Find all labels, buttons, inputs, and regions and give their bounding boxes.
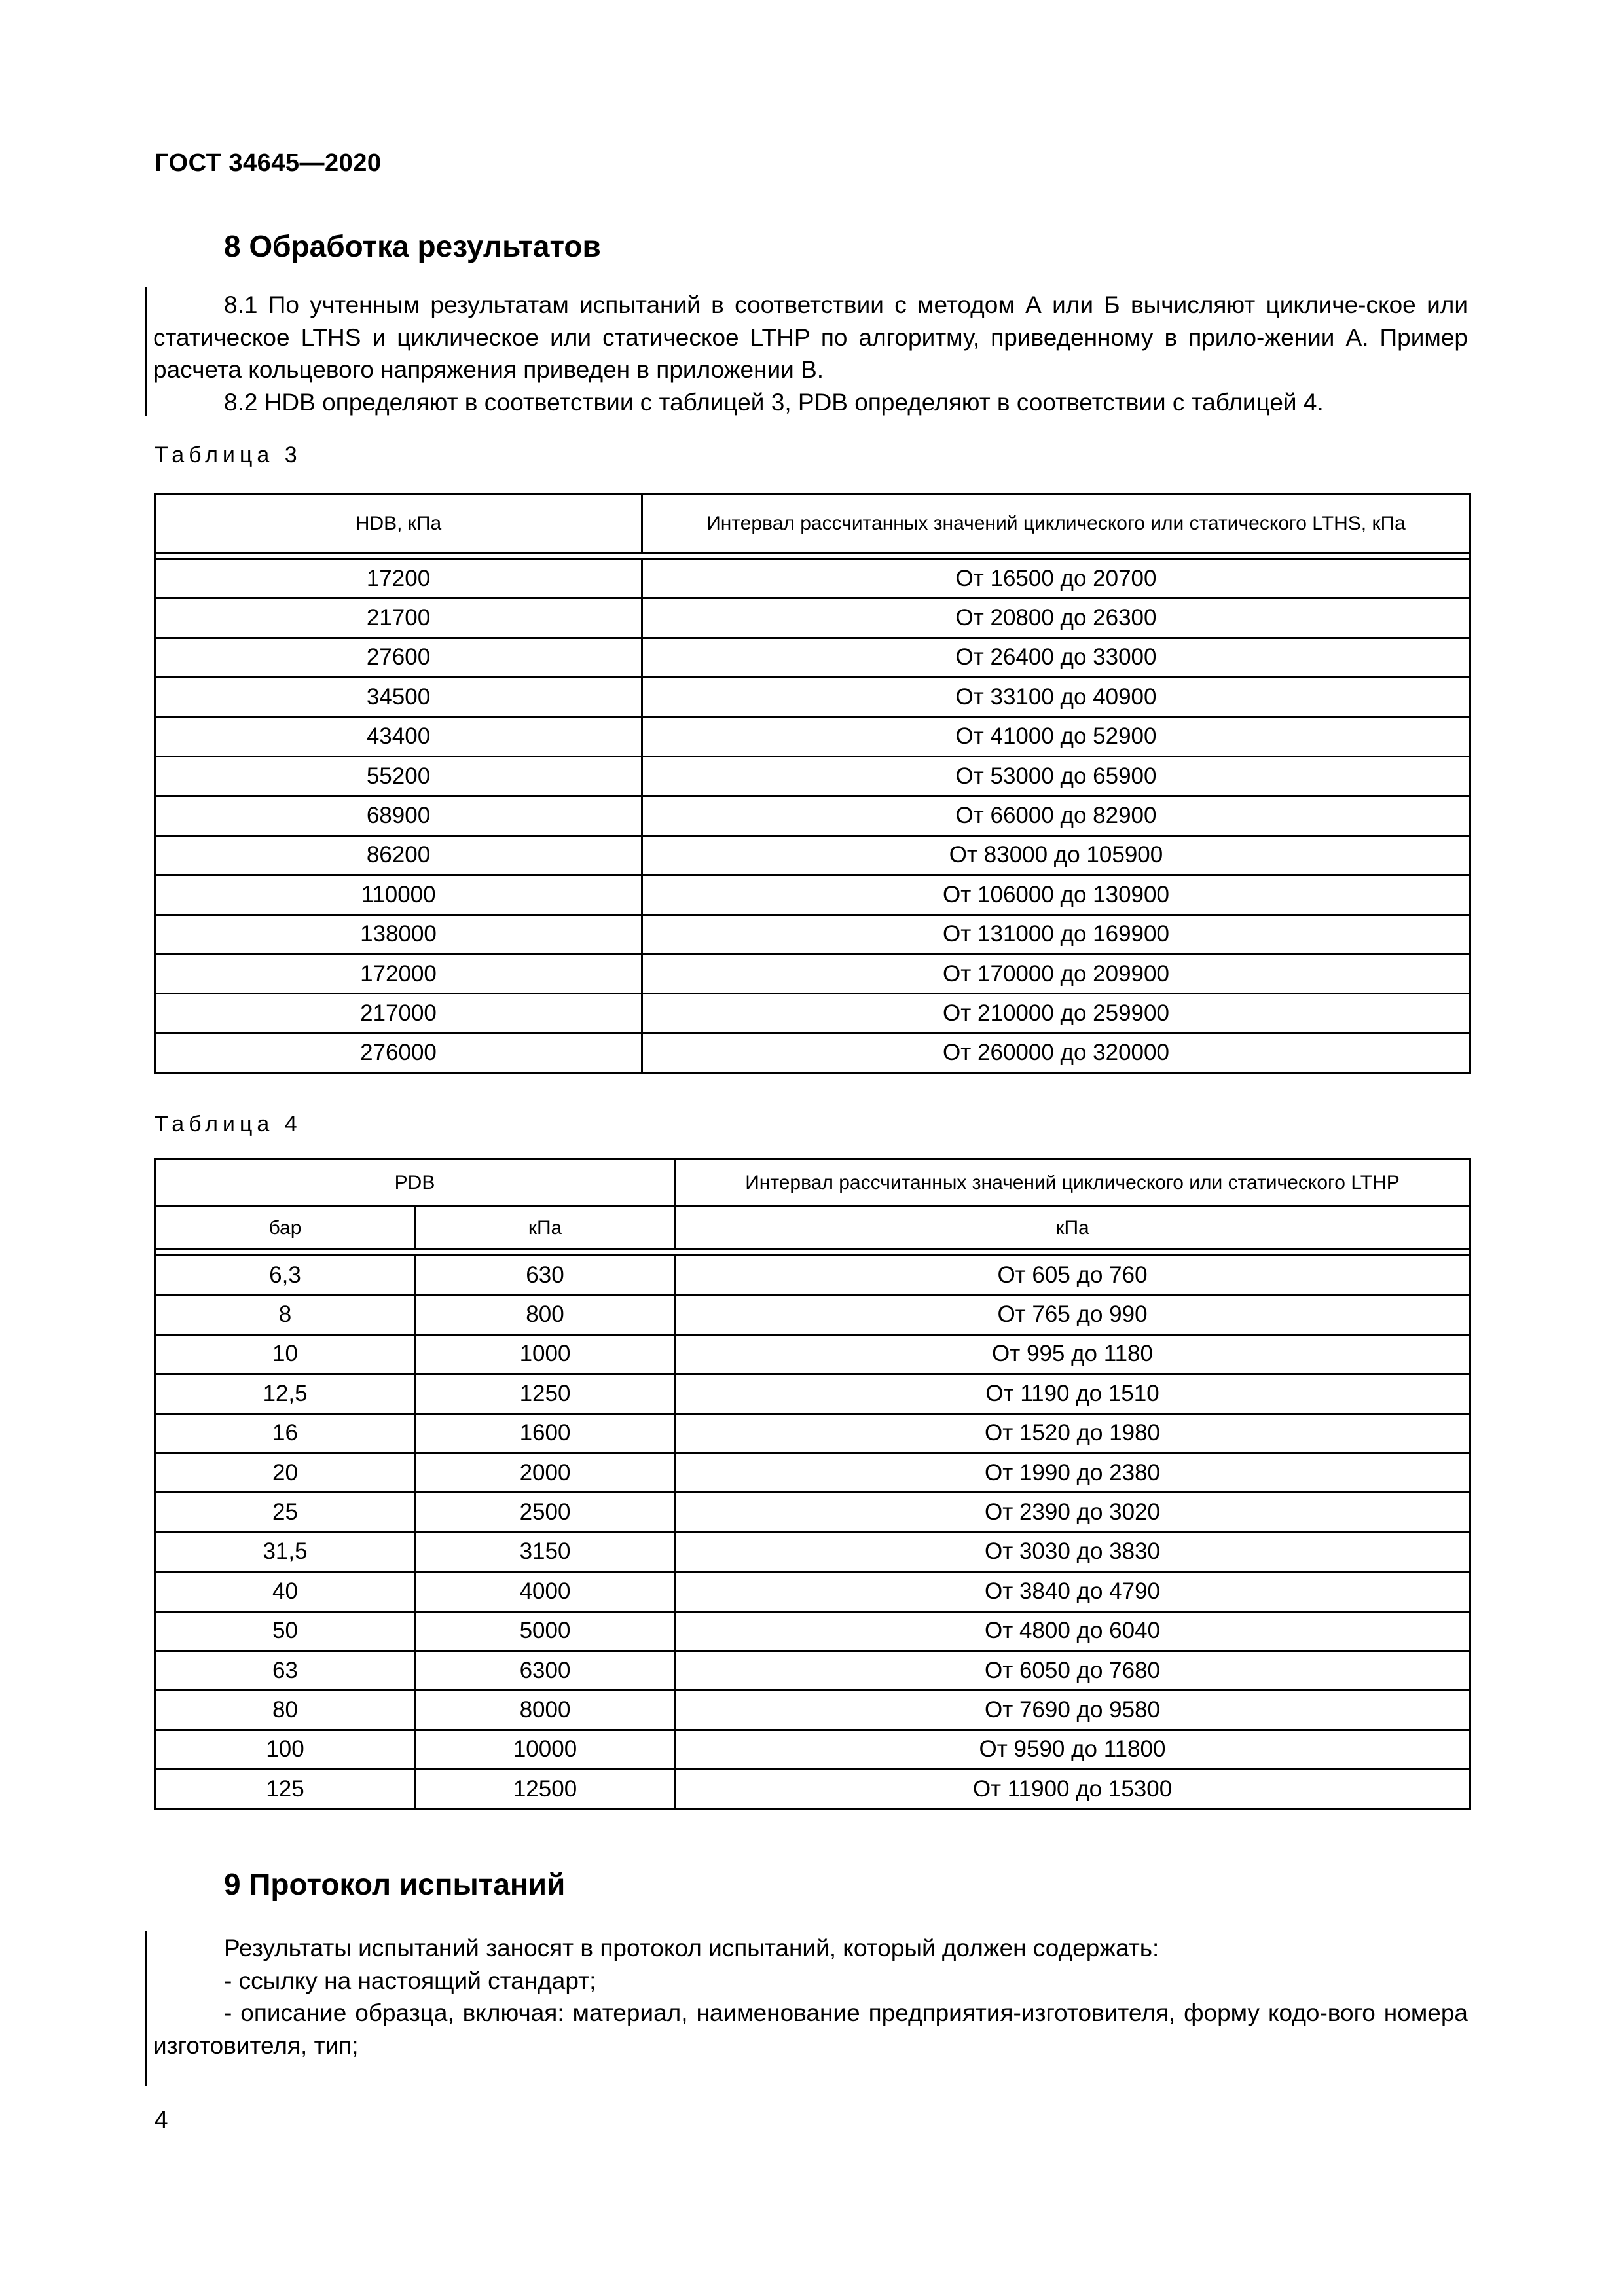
table-cell: От 260000 до 320000 — [642, 1033, 1470, 1072]
table-row — [155, 1256, 1470, 1295]
table-cell: 10000 — [416, 1730, 675, 1769]
table-cell: От 1520 до 1980 — [675, 1413, 1470, 1453]
table-cell: От 131000 до 169900 — [642, 915, 1470, 954]
table-cell: 172000 — [155, 954, 642, 993]
table-cell: 12500 — [416, 1770, 675, 1809]
list-item-standard-reference: - ссылку на настоящий стандарт; — [224, 1967, 596, 1994]
table-cell: От 2390 до 3020 — [675, 1493, 1470, 1532]
table-row — [155, 1374, 1470, 1413]
table-cell: От 7690 до 9580 — [675, 1690, 1470, 1730]
table-cell: От 170000 до 209900 — [642, 954, 1470, 993]
table-row — [155, 954, 1470, 993]
table-row — [155, 559, 1470, 598]
table-3-body — [155, 553, 1470, 1073]
table-cell: 1000 — [416, 1334, 675, 1374]
table-cell: 3150 — [416, 1532, 675, 1571]
table-row — [155, 1572, 1470, 1611]
table-cell: От 106000 до 130900 — [642, 875, 1470, 915]
table-cell: От 33100 до 40900 — [642, 678, 1470, 717]
table-row — [155, 1730, 1470, 1769]
section-9-title: 9 Протокол испытаний — [224, 1867, 566, 1901]
table-row — [155, 1611, 1470, 1650]
table-cell: 276000 — [155, 1033, 642, 1072]
page-number: 4 — [155, 2106, 168, 2133]
table-row — [155, 717, 1470, 756]
table-cell: 1600 — [416, 1413, 675, 1453]
table-row — [155, 1690, 1470, 1730]
table-cell: 4000 — [416, 1572, 675, 1611]
table-cell: От 83000 до 105900 — [642, 835, 1470, 875]
table-4-subheader-kpa: кПа — [416, 1207, 675, 1250]
table-cell: От 1190 до 1510 — [675, 1374, 1470, 1413]
table-row — [155, 1770, 1470, 1809]
table-cell: 16 — [155, 1413, 416, 1453]
change-bar — [145, 1931, 147, 2086]
table-row — [155, 598, 1470, 638]
table-cell: 31,5 — [155, 1532, 416, 1571]
table-cell: 8000 — [416, 1690, 675, 1730]
table-cell: От 16500 до 20700 — [642, 559, 1470, 598]
paragraph-8-2: 8.2 HDB определяют в соответствии с таблицей 3, PDB определяют в соответствии с таблицей 4. — [224, 388, 1324, 416]
table-row — [155, 915, 1470, 954]
table-3-header-hdb: HDB, кПа — [155, 494, 642, 553]
table-row — [155, 994, 1470, 1033]
table-3-header-separator — [155, 553, 1470, 559]
table-cell: От 605 до 760 — [675, 1256, 1470, 1295]
table-4-header-interval: Интервал рассчитанных значений циклического или статического LTHP — [675, 1159, 1470, 1207]
table-cell: От 11900 до 15300 — [675, 1770, 1470, 1809]
table-cell: 630 — [416, 1256, 675, 1295]
table-cell: 50 — [155, 1611, 416, 1650]
table-cell: 25 — [155, 1493, 416, 1532]
table-4 — [154, 1158, 1471, 1810]
table-cell: 68900 — [155, 796, 642, 835]
table-3 — [154, 493, 1471, 1074]
section-8-body — [153, 289, 1468, 418]
table-row — [155, 1295, 1470, 1334]
table-cell: От 41000 до 52900 — [642, 717, 1470, 756]
table-3-header-interval: Интервал рассчитанных значений циклического или статического LTHS, кПа — [642, 494, 1470, 553]
table-cell: 27600 — [155, 638, 642, 677]
table-4-subheader-interval-kpa: кПа — [675, 1207, 1470, 1250]
table-cell: 6,3 — [155, 1256, 416, 1295]
table-cell: От 6050 до 7680 — [675, 1650, 1470, 1690]
table-cell: 40 — [155, 1572, 416, 1611]
table-cell: 43400 — [155, 717, 642, 756]
table-row — [155, 1033, 1470, 1072]
table-cell: 100 — [155, 1730, 416, 1769]
table-4-header-pdb: PDB — [155, 1159, 675, 1207]
table-row — [155, 756, 1470, 795]
table-cell: От 995 до 1180 — [675, 1334, 1470, 1374]
table-cell: 86200 — [155, 835, 642, 875]
table-row — [155, 1334, 1470, 1374]
table-4-body — [155, 1250, 1470, 1809]
table-cell: От 210000 до 259900 — [642, 994, 1470, 1033]
table-cell: 80 — [155, 1690, 416, 1730]
document-code: ГОСТ 34645—2020 — [155, 149, 382, 177]
table-cell: 217000 — [155, 994, 642, 1033]
paragraph-8-1: 8.1 По учтенным результатам испытаний в соответствии с методом А или Б вычисляют цикличе-ское или статическое LTHS и циклическое или статическое LTHP по алгоритму, приведенному в прило-жении А. Пример расчета кольцевого напряжения приведен в приложении В. — [153, 291, 1468, 383]
table-cell: 21700 — [155, 598, 642, 638]
table-row — [155, 835, 1470, 875]
table-cell: 12,5 — [155, 1374, 416, 1413]
table-row — [155, 1532, 1470, 1571]
table-cell: 800 — [416, 1295, 675, 1334]
table-cell: От 26400 до 33000 — [642, 638, 1470, 677]
table-cell: 34500 — [155, 678, 642, 717]
table-cell: 125 — [155, 1770, 416, 1809]
table-cell: От 66000 до 82900 — [642, 796, 1470, 835]
table-cell: 10 — [155, 1334, 416, 1374]
table-cell: 6300 — [416, 1650, 675, 1690]
table-cell: 17200 — [155, 559, 642, 598]
table-4-header-separator — [155, 1250, 1470, 1256]
table-cell: От 20800 до 26300 — [642, 598, 1470, 638]
table-row — [155, 638, 1470, 677]
table-cell: 8 — [155, 1295, 416, 1334]
table-row — [155, 1453, 1470, 1492]
list-item-sample-description: - описание образца, включая: материал, наименование предприятия-изготовителя, форму кодо-вого номера изготовителя, тип; — [153, 1999, 1468, 2059]
table-cell: 1250 — [416, 1374, 675, 1413]
table-cell: От 9590 до 11800 — [675, 1730, 1470, 1769]
table-row — [155, 678, 1470, 717]
table-cell: 5000 — [416, 1611, 675, 1650]
table-cell: От 765 до 990 — [675, 1295, 1470, 1334]
table-cell: 110000 — [155, 875, 642, 915]
table-row — [155, 875, 1470, 915]
change-bar — [145, 287, 147, 416]
table-cell: 2000 — [416, 1453, 675, 1492]
table-row — [155, 796, 1470, 835]
table-row — [155, 1413, 1470, 1453]
table-cell: От 1990 до 2380 — [675, 1453, 1470, 1492]
table-cell: 55200 — [155, 756, 642, 795]
table-cell: 63 — [155, 1650, 416, 1690]
table-cell: От 53000 до 65900 — [642, 756, 1470, 795]
table-cell: 2500 — [416, 1493, 675, 1532]
table-4-caption: Таблица 4 — [155, 1112, 302, 1137]
table-row — [155, 1493, 1470, 1532]
section-9-body — [153, 1932, 1468, 2062]
table-cell: От 3030 до 3830 — [675, 1532, 1470, 1571]
paragraph-9-intro: Результаты испытаний заносят в протокол испытаний, который должен содержать: — [224, 1935, 1159, 1961]
table-row — [155, 1650, 1470, 1690]
table-cell: 138000 — [155, 915, 642, 954]
table-3-caption: Таблица 3 — [155, 443, 302, 467]
table-cell: 20 — [155, 1453, 416, 1492]
table-cell: От 3840 до 4790 — [675, 1572, 1470, 1611]
table-4-subheader-bar: бар — [155, 1207, 416, 1250]
section-8-title: 8 Обработка результатов — [224, 229, 601, 263]
table-cell: От 4800 до 6040 — [675, 1611, 1470, 1650]
